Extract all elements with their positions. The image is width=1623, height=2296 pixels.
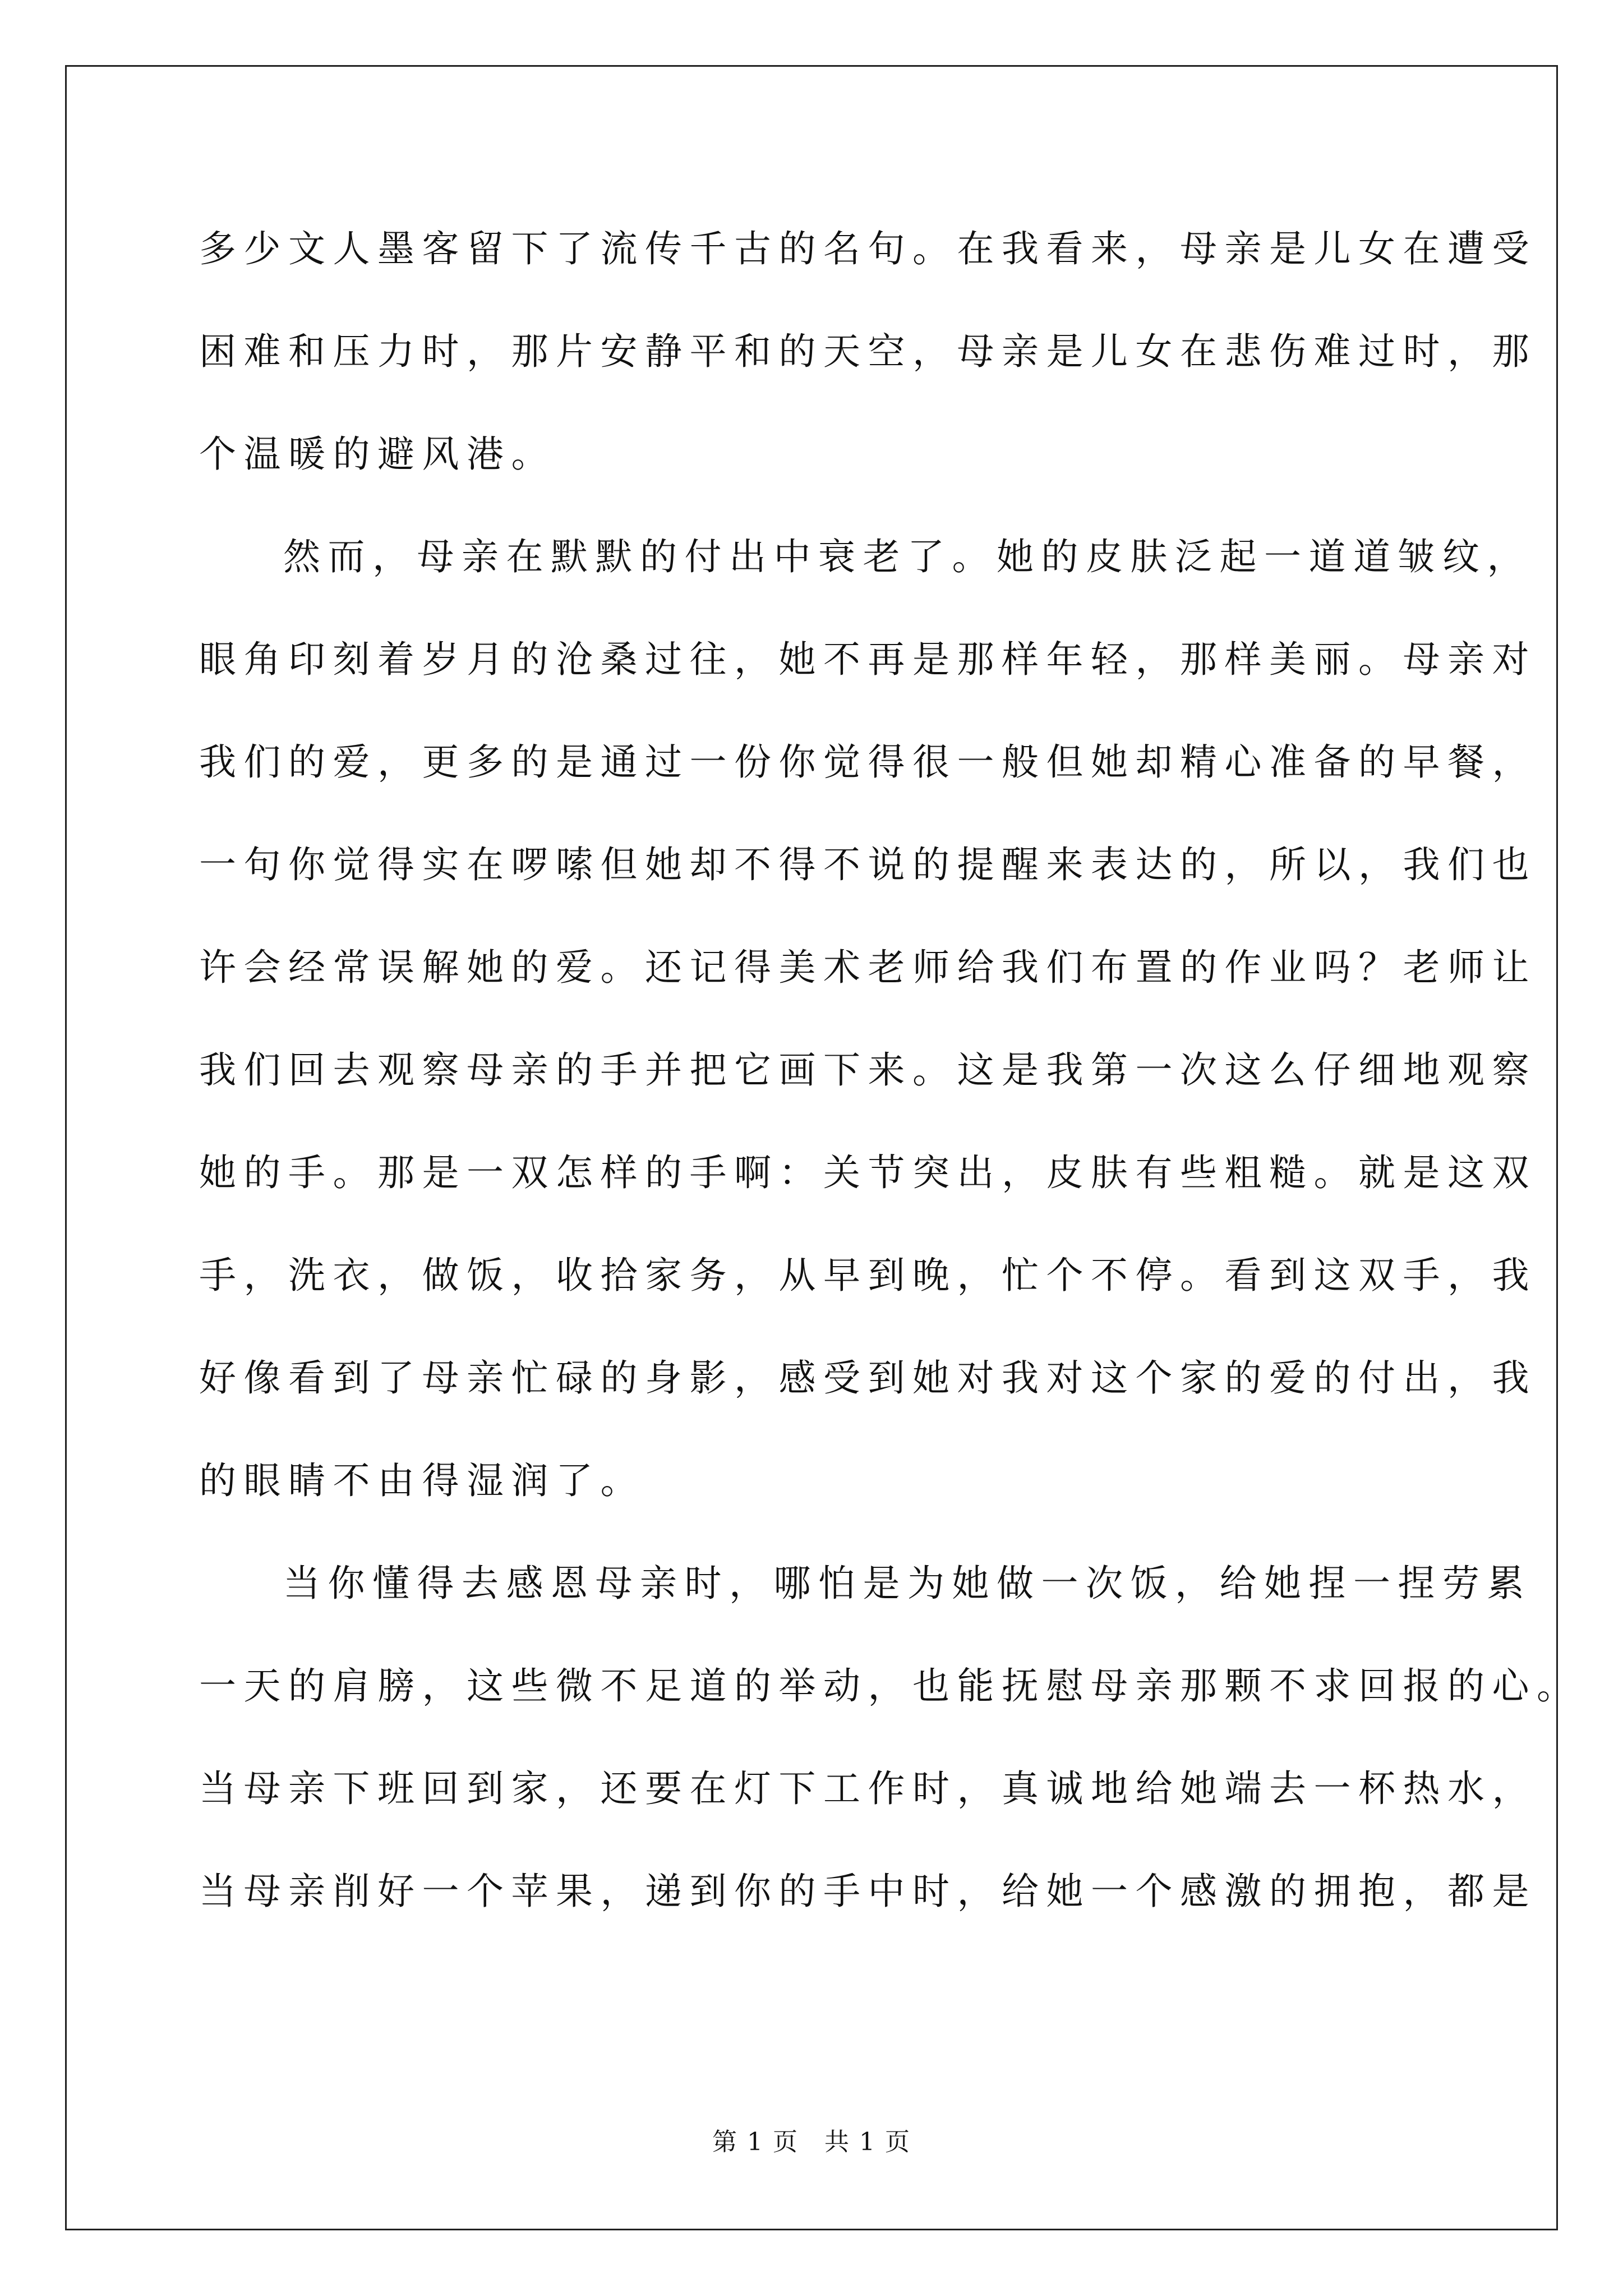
document-body bbox=[199, 197, 1581, 1943]
text-line: 一天的肩膀，这些微不足道的举动，也能抚慰母亲那颗不求回报的心。 bbox=[199, 1664, 1581, 1708]
text-line: 我们回去观察母亲的手并把它画下来。这是我第一次这么仔细地观察 bbox=[199, 1048, 1537, 1092]
text-line: 好像看到了母亲忙碌的身影，感受到她对我对这个家的爱的付出，我 bbox=[199, 1356, 1537, 1400]
text-line: 她的手。那是一双怎样的手啊：关节突出，皮肤有些粗糙。就是这双 bbox=[199, 1151, 1537, 1194]
text-line: 多少文人墨客留下了流传千古的名句。在我看来，母亲是儿女在遭受 bbox=[199, 227, 1537, 270]
paragraph-first-line: 当你懂得去感恩母亲时，哪怕是为她做一次饭，给她捏一捏劳累 bbox=[283, 1562, 1532, 1605]
page-number-footer: 第 1 页 共 1 页 bbox=[712, 2128, 911, 2156]
text-line: 一句你觉得实在啰嗦但她却不得不说的提醒来表达的，所以，我们也 bbox=[199, 843, 1537, 886]
text-line: 困难和压力时，那片安静平和的天空，母亲是儿女在悲伤难过时，那 bbox=[199, 330, 1537, 373]
text-line: 眼角印刻着岁月的沧桑过往，她不再是那样年轻，那样美丽。母亲对 bbox=[199, 638, 1537, 681]
text-line: 的眼睛不由得湿润了。 bbox=[199, 1459, 645, 1502]
text-line: 我们的爱，更多的是通过一份你觉得很一般但她却精心准备的早餐， bbox=[199, 740, 1537, 784]
text-line: 个温暖的避风港。 bbox=[199, 432, 556, 476]
text-line: 当母亲下班回到家，还要在灯下工作时，真诚地给她端去一杯热水， bbox=[199, 1767, 1537, 1810]
text-line: 当母亲削好一个苹果，递到你的手中时，给她一个感激的拥抱，都是 bbox=[199, 1870, 1537, 1913]
text-line: 手，洗衣，做饭，收拾家务，从早到晚，忙个不停。看到这双手，我 bbox=[199, 1254, 1537, 1297]
paragraph-first-line: 然而，母亲在默默的付出中衰老了。她的皮肤泛起一道道皱纹， bbox=[283, 535, 1532, 578]
text-line: 许会经常误解她的爱。还记得美术老师给我们布置的作业吗？老师让 bbox=[199, 946, 1537, 989]
